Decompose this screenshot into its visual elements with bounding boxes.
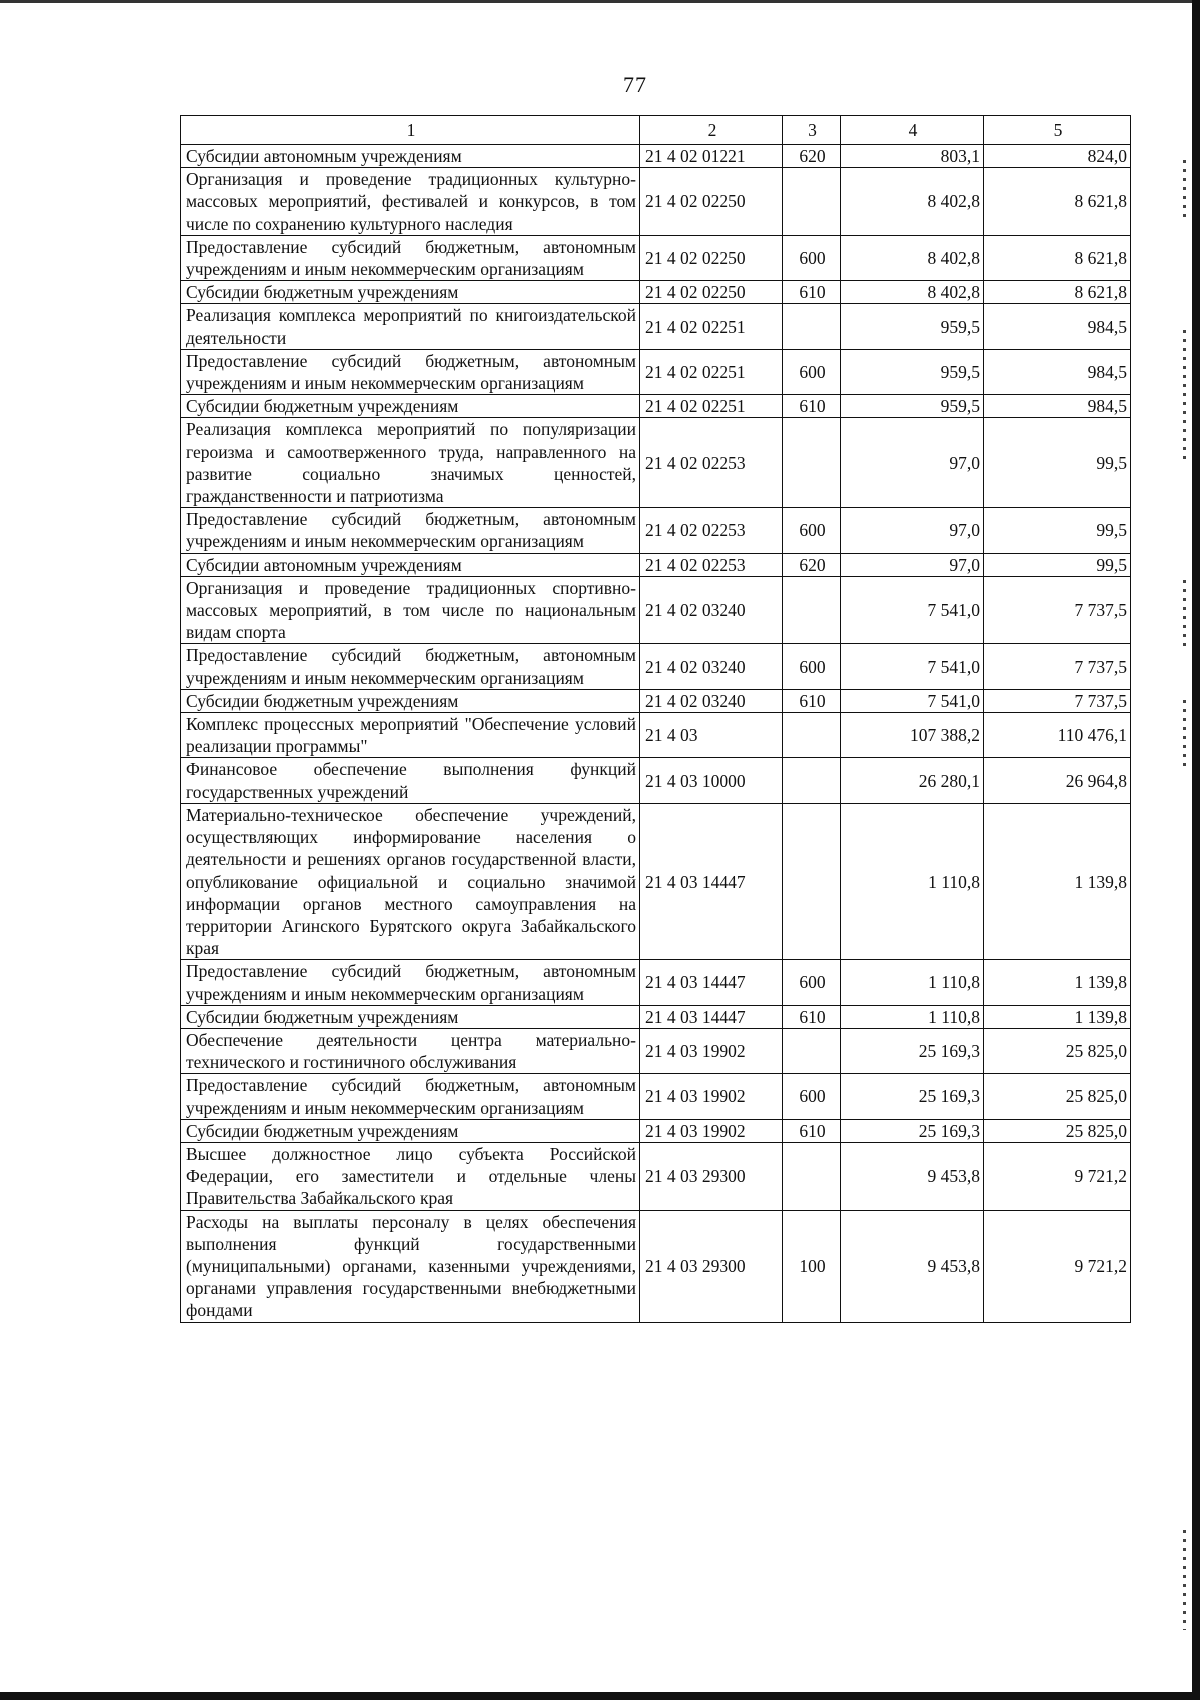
table-row [181,145,1131,168]
row-expense-type-cell: 620 [783,145,841,168]
row-expense-type-cell: 610 [783,281,841,304]
row-expense-type-cell: 620 [783,553,841,576]
row-code-cell: 21 4 03 14447 [640,960,783,1005]
row-code-cell: 21 4 02 02253 [640,418,783,508]
row-value-col4-cell: 8 402,8 [841,235,984,280]
row-value-col5-cell: 99,5 [984,553,1131,576]
row-value-col4-cell: 7 541,0 [841,576,984,644]
row-code-cell: 21 4 03 29300 [640,1210,783,1322]
row-code-cell: 21 4 03 10000 [640,758,783,803]
budget-table [180,115,1131,1323]
row-expense-type-cell: 600 [783,1074,841,1119]
row-name-cell: Субсидии автономным учреждениям [181,553,640,576]
row-name-cell: Предоставление субсидий бюджетным, автономным учреждениям и иным некоммерческим организациям [181,644,640,689]
row-expense-type-cell: 600 [783,644,841,689]
row-value-col5-cell: 26 964,8 [984,758,1131,803]
row-value-col5-cell: 984,5 [984,349,1131,394]
row-value-col4-cell: 25 169,3 [841,1028,984,1073]
row-value-col5-cell: 25 825,0 [984,1119,1131,1142]
row-value-col5-cell: 110 476,1 [984,713,1131,758]
row-value-col4-cell: 1 110,8 [841,803,984,959]
row-value-col4-cell: 107 388,2 [841,713,984,758]
row-value-col4-cell: 1 110,8 [841,960,984,1005]
row-expense-type-cell [783,758,841,803]
row-value-col4-cell: 7 541,0 [841,689,984,712]
row-code-cell: 21 4 03 [640,713,783,758]
row-code-cell: 21 4 02 03240 [640,644,783,689]
table-row [181,1028,1131,1073]
row-code-cell: 21 4 02 02250 [640,281,783,304]
table-row [181,553,1131,576]
row-value-col5-cell: 984,5 [984,304,1131,349]
row-expense-type-cell [783,803,841,959]
table-row [181,418,1131,508]
row-value-col5-cell: 99,5 [984,508,1131,553]
scan-artifact-dots [1183,160,1186,220]
row-code-cell: 21 4 03 14447 [640,803,783,959]
row-code-cell: 21 4 02 02253 [640,553,783,576]
row-name-cell: Субсидии бюджетным учреждениям [181,689,640,712]
row-value-col4-cell: 9 453,8 [841,1142,984,1210]
scan-artifact-dots [1183,1530,1186,1630]
row-value-col5-cell: 9 721,2 [984,1210,1131,1322]
table-row [181,395,1131,418]
row-expense-type-cell: 610 [783,395,841,418]
row-expense-type-cell: 610 [783,689,841,712]
row-expense-type-cell [783,304,841,349]
row-name-cell: Предоставление субсидий бюджетным, автономным учреждениям и иным некоммерческим организациям [181,508,640,553]
header-col-2: 2 [640,116,783,145]
row-code-cell: 21 4 03 19902 [640,1028,783,1073]
table-row [181,508,1131,553]
row-code-cell: 21 4 02 02251 [640,395,783,418]
row-expense-type-cell [783,168,841,236]
table-row [181,235,1131,280]
row-expense-type-cell: 600 [783,235,841,280]
row-name-cell: Организация и проведение традиционных спортивно-массовых мероприятий, в том числе по национальным видам спорта [181,576,640,644]
table-body [181,145,1131,1323]
row-value-col5-cell: 8 621,8 [984,168,1131,236]
row-name-cell: Субсидии бюджетным учреждениям [181,1119,640,1142]
header-col-1: 1 [181,116,640,145]
row-value-col4-cell: 959,5 [841,395,984,418]
row-value-col4-cell: 959,5 [841,349,984,394]
table-row [181,803,1131,959]
row-code-cell: 21 4 02 02251 [640,349,783,394]
scan-edge-top [0,0,1200,3]
row-value-col5-cell: 984,5 [984,395,1131,418]
row-expense-type-cell [783,576,841,644]
row-value-col4-cell: 8 402,8 [841,281,984,304]
scan-edge-right [1192,0,1200,1700]
row-code-cell: 21 4 03 19902 [640,1119,783,1142]
table-row [181,281,1131,304]
row-value-col5-cell: 25 825,0 [984,1028,1131,1073]
row-value-col5-cell: 7 737,5 [984,689,1131,712]
row-name-cell: Обеспечение деятельности центра материально-технического и гостиничного обслуживания [181,1028,640,1073]
row-expense-type-cell: 600 [783,960,841,1005]
row-value-col5-cell: 8 621,8 [984,281,1131,304]
row-name-cell: Расходы на выплаты персоналу в целях обеспечения выполнения функций государственными (муниципальными) органами, казенными учреждениями, органами управления государственными внебюджетными фондами [181,1210,640,1322]
scan-artifact-dots [1183,700,1186,770]
row-value-col5-cell: 25 825,0 [984,1074,1131,1119]
row-code-cell: 21 4 03 14447 [640,1005,783,1028]
table-row [181,1074,1131,1119]
row-name-cell: Субсидии бюджетным учреждениям [181,1005,640,1028]
table-row [181,644,1131,689]
row-name-cell: Субсидии бюджетным учреждениям [181,395,640,418]
row-value-col4-cell: 97,0 [841,508,984,553]
row-expense-type-cell: 600 [783,349,841,394]
row-value-col5-cell: 1 139,8 [984,1005,1131,1028]
row-code-cell: 21 4 03 19902 [640,1074,783,1119]
row-value-col5-cell: 1 139,8 [984,803,1131,959]
row-name-cell: Реализация комплекса мероприятий по популяризации героизма и самоотверженного труда, направленного на развитие социально значимых ценностей, гражданственности и патриотизма [181,418,640,508]
row-code-cell: 21 4 02 03240 [640,689,783,712]
table-row [181,1210,1131,1322]
row-value-col5-cell: 99,5 [984,418,1131,508]
page-number: 77 [623,72,647,97]
table-row [181,1119,1131,1142]
row-code-cell: 21 4 02 02253 [640,508,783,553]
row-expense-type-cell: 600 [783,508,841,553]
row-expense-type-cell: 100 [783,1210,841,1322]
table-header [181,116,1131,145]
row-name-cell: Реализация комплекса мероприятий по книгоиздательской деятельности [181,304,640,349]
row-expense-type-cell [783,1028,841,1073]
table-row [181,960,1131,1005]
table-row [181,349,1131,394]
row-value-col4-cell: 7 541,0 [841,644,984,689]
row-expense-type-cell [783,418,841,508]
scan-artifact-dots [1183,580,1186,650]
row-value-col4-cell: 97,0 [841,418,984,508]
scan-edge-bottom [0,1692,1200,1700]
row-code-cell: 21 4 03 29300 [640,1142,783,1210]
header-col-5: 5 [984,116,1131,145]
row-expense-type-cell: 610 [783,1005,841,1028]
table-row [181,689,1131,712]
row-name-cell: Предоставление субсидий бюджетным, автономным учреждениям и иным некоммерческим организациям [181,960,640,1005]
row-value-col4-cell: 9 453,8 [841,1210,984,1322]
header-col-3: 3 [783,116,841,145]
row-code-cell: 21 4 02 03240 [640,576,783,644]
table-row [181,1142,1131,1210]
row-expense-type-cell: 610 [783,1119,841,1142]
row-name-cell: Комплекс процессных мероприятий "Обеспечение условий реализации программы" [181,713,640,758]
header-row [181,116,1131,145]
row-value-col4-cell: 959,5 [841,304,984,349]
row-name-cell: Предоставление субсидий бюджетным, автономным учреждениям и иным некоммерческим организациям [181,349,640,394]
row-value-col4-cell: 25 169,3 [841,1119,984,1142]
row-value-col4-cell: 1 110,8 [841,1005,984,1028]
row-expense-type-cell [783,1142,841,1210]
row-name-cell: Субсидии автономным учреждениям [181,145,640,168]
row-name-cell: Финансовое обеспечение выполнения функций государственных учреждений [181,758,640,803]
row-code-cell: 21 4 02 02250 [640,235,783,280]
row-value-col4-cell: 97,0 [841,553,984,576]
row-name-cell: Организация и проведение традиционных культурно-массовых мероприятий, фестивалей и конкурсов, в том числе по сохранению культурного наследия [181,168,640,236]
row-value-col5-cell: 7 737,5 [984,576,1131,644]
row-value-col5-cell: 7 737,5 [984,644,1131,689]
header-col-4: 4 [841,116,984,145]
row-name-cell: Предоставление субсидий бюджетным, автономным учреждениям и иным некоммерческим организациям [181,235,640,280]
row-expense-type-cell [783,713,841,758]
row-code-cell: 21 4 02 02251 [640,304,783,349]
table-row [181,713,1131,758]
row-value-col4-cell: 26 280,1 [841,758,984,803]
row-value-col5-cell: 1 139,8 [984,960,1131,1005]
row-name-cell: Предоставление субсидий бюджетным, автономным учреждениям и иным некоммерческим организациям [181,1074,640,1119]
row-code-cell: 21 4 02 01221 [640,145,783,168]
row-value-col5-cell: 9 721,2 [984,1142,1131,1210]
row-name-cell: Субсидии бюджетным учреждениям [181,281,640,304]
row-value-col4-cell: 803,1 [841,145,984,168]
row-value-col4-cell: 8 402,8 [841,168,984,236]
row-value-col4-cell: 25 169,3 [841,1074,984,1119]
row-value-col5-cell: 824,0 [984,145,1131,168]
row-value-col5-cell: 8 621,8 [984,235,1131,280]
row-name-cell: Высшее должностное лицо субъекта Российской Федерации, его заместители и отдельные члены Правительства Забайкальского края [181,1142,640,1210]
table-row [181,576,1131,644]
table-row [181,1005,1131,1028]
row-code-cell: 21 4 02 02250 [640,168,783,236]
row-name-cell: Материально-техническое обеспечение учреждений, осуществляющих информирование населения о деятельности и решениях органов государственной власти, опубликование официальной и социально значимой информации органов местного самоуправления на территории Агинского Бурятского округа Забайкальского края [181,803,640,959]
table-row [181,304,1131,349]
table-row [181,758,1131,803]
scan-artifact-dots [1183,330,1186,460]
table-row [181,168,1131,236]
